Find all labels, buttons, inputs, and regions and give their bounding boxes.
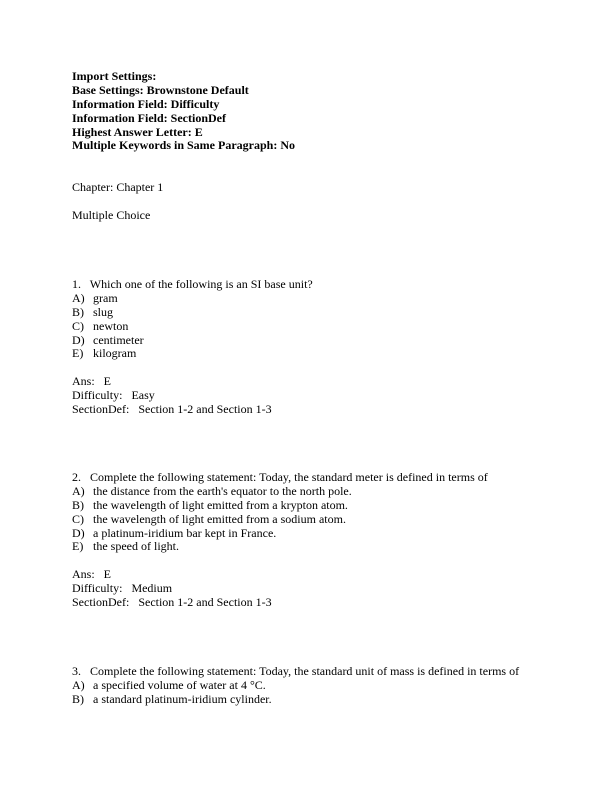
option-e bbox=[72, 347, 542, 361]
setting-difficulty-field: Information Field: Difficulty bbox=[72, 96, 220, 111]
option-letter: C) bbox=[72, 511, 84, 526]
option-letter: A) bbox=[72, 483, 85, 498]
option-text: gram bbox=[93, 290, 118, 305]
setting-sectiondef-field: Information Field: SectionDef bbox=[72, 110, 226, 125]
option-text: the distance from the earth's equator to the north pole. bbox=[93, 483, 352, 498]
question-stem: 1. Which one of the following is an SI base unit? bbox=[72, 277, 313, 291]
option-d bbox=[72, 527, 542, 541]
setting-base: Base Settings: Brownstone Default bbox=[72, 82, 249, 97]
option-a bbox=[72, 485, 542, 499]
question-3 bbox=[72, 665, 542, 707]
option-letter: B) bbox=[72, 497, 84, 512]
setting-multiple-keywords: Multiple Keywords in Same Paragraph: No bbox=[72, 138, 295, 153]
option-a bbox=[72, 292, 542, 306]
option-text: centimeter bbox=[93, 332, 144, 347]
option-letter: E) bbox=[72, 346, 84, 361]
option-letter: C) bbox=[72, 318, 84, 333]
option-b bbox=[72, 306, 542, 320]
section-type-heading bbox=[72, 209, 542, 223]
option-d bbox=[72, 334, 542, 348]
option-b bbox=[72, 693, 542, 707]
option-text: slug bbox=[93, 304, 114, 319]
option-letter: A) bbox=[72, 677, 85, 692]
option-a bbox=[72, 679, 542, 693]
question-2 bbox=[72, 471, 542, 610]
question-1 bbox=[72, 278, 542, 417]
option-text: the wavelength of light emitted from a krypton atom. bbox=[93, 497, 348, 512]
option-text: a standard platinum-iridium cylinder. bbox=[93, 691, 272, 706]
option-text: newton bbox=[93, 318, 129, 333]
answer: Ans: E bbox=[72, 374, 111, 389]
option-letter: D) bbox=[72, 525, 85, 540]
option-text: a specified volume of water at 4 °C. bbox=[93, 677, 266, 692]
option-b bbox=[72, 499, 542, 513]
difficulty: Difficulty: Medium bbox=[72, 581, 173, 596]
setting-highest-answer: Highest Answer Letter: E bbox=[72, 124, 203, 139]
option-letter: A) bbox=[72, 290, 85, 305]
question-stem: 2. Complete the following statement: Today, the standard meter is defined in terms of bbox=[72, 470, 488, 484]
chapter-heading bbox=[72, 181, 542, 195]
section-type: Multiple Choice bbox=[72, 208, 151, 222]
option-text: the wavelength of light emitted from a sodium atom. bbox=[93, 511, 346, 526]
chapter-title: Chapter: Chapter 1 bbox=[72, 180, 164, 194]
option-e bbox=[72, 540, 542, 554]
option-c bbox=[72, 320, 542, 334]
answer: Ans: E bbox=[72, 567, 111, 582]
option-letter: B) bbox=[72, 304, 84, 319]
section-def: SectionDef: Section 1-2 and Section 1-3 bbox=[72, 402, 272, 417]
option-text: the speed of light. bbox=[93, 539, 179, 554]
difficulty: Difficulty: Easy bbox=[72, 388, 155, 403]
option-c bbox=[72, 513, 542, 527]
option-letter: B) bbox=[72, 691, 84, 706]
import-settings-heading: Import Settings: bbox=[72, 69, 157, 83]
section-def: SectionDef: Section 1-2 and Section 1-3 bbox=[72, 595, 272, 610]
question-stem: 3. Complete the following statement: Today, the standard unit of mass is defined in terms of bbox=[72, 664, 520, 678]
option-letter: E) bbox=[72, 539, 84, 554]
import-settings bbox=[72, 70, 542, 153]
option-text: kilogram bbox=[93, 346, 137, 361]
option-letter: D) bbox=[72, 332, 85, 347]
option-text: a platinum-iridium bar kept in France. bbox=[93, 525, 277, 540]
